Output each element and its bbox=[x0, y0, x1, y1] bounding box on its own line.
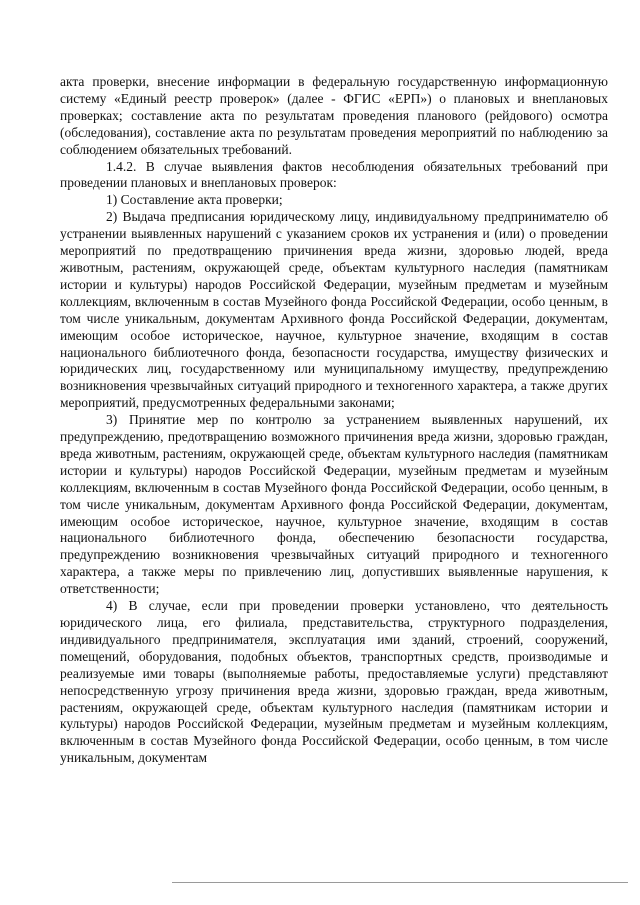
bottom-divider bbox=[172, 882, 628, 883]
paragraph-continuation: акта проверки, внесение информации в федеральную государственную информационную систему «Единый реестр проверок» (далее - ФГИС «ЕРП») о плановых и внеплановых проверках; составление акта по результатам проведения планового (рейдового) осмотра (обследования), составление акта по результатам проведения мероприятий по наблюдению за соблюдением обязательных требований. bbox=[60, 74, 608, 157]
list-item-2: 2) Выдача предписания юридическому лицу, индивидуальному предпринимателю об устранении выявленных нарушений с указанием сроков их устранения и (или) о проведении мероприятий по предотвращению причинения вреда жизни, здоровью людей, вреда животным, растениям, окружающей среде, объектам культурного наследия (памятникам истории и культуры) народов Российской Федерации, музейным предметам и музейным коллекциям, включенным в состав Музейного фонда Российской Федерации, особо ценным, в том числе уникальным, документам Архивного фонда Российской Федерации, документам, имеющим особое историческое, научное, культурное значение, входящим в состав национального библиотечного фонда, безопасности государства, имуществу физических и юридических лиц, государственному или муниципальному имуществу, предупреждению возникновения чрезвычайных ситуаций природного и техногенного характера, а также других мероприятий, предусмотренных федеральными законами; bbox=[60, 209, 608, 411]
paragraph-1-4-2: 1.4.2. В случае выявления фактов несоблюдения обязательных требований при проведении плановых и внеплановых проверок: bbox=[60, 158, 608, 191]
list-item-3: 3) Принятие мер по контролю за устранением выявленных нарушений, их предупреждению, предотвращению возможного причинения вреда жизни, здоровью граждан, вреда животным, растениям, окружающей среде, объектам культурного наследия (памятникам истории и культуры) народов Российской Федерации, музейным предметам и музейным коллекциям, включенным в состав Музейного фонда Российской Федерации, особо ценным, в том числе уникальным, документам Архивного фонда Российской Федерации, документам, имеющим особое историческое, научное, культурное значение, входящим в состав национального библиотечного фонда, обеспечению безопасности государства, предупреждению возникновения чрезвычайных ситуаций природного и техногенного характера, а также меры по привлечению лиц, допустивших выявленные нарушения, к ответственности; bbox=[60, 412, 608, 597]
document-body bbox=[60, 74, 608, 767]
list-item-4: 4) В случае, если при проведении проверки установлено, что деятельность юридического лица, его филиала, представительства, структурного подразделения, индивидуального предпринимателя, эксплуатация ими зданий, строений, сооружений, помещений, оборудования, подобных объектов, транспортных средств, производимые и реализуемые ими товары (выполняемые работы, предоставляемые услуги) представляют непосредственную угрозу причинения вреда жизни, здоровью граждан, вреда животным, растениям, окружающей среде, объектам культурного наследия (памятникам истории и культуры) народов Российской Федерации, музейным предметам и музейным коллекциям, включенным в состав Музейного фонда Российской Федерации, особо ценным, в том числе уникальным, документам bbox=[60, 598, 608, 766]
list-item-1: 1) Составление акта проверки; bbox=[106, 192, 283, 208]
